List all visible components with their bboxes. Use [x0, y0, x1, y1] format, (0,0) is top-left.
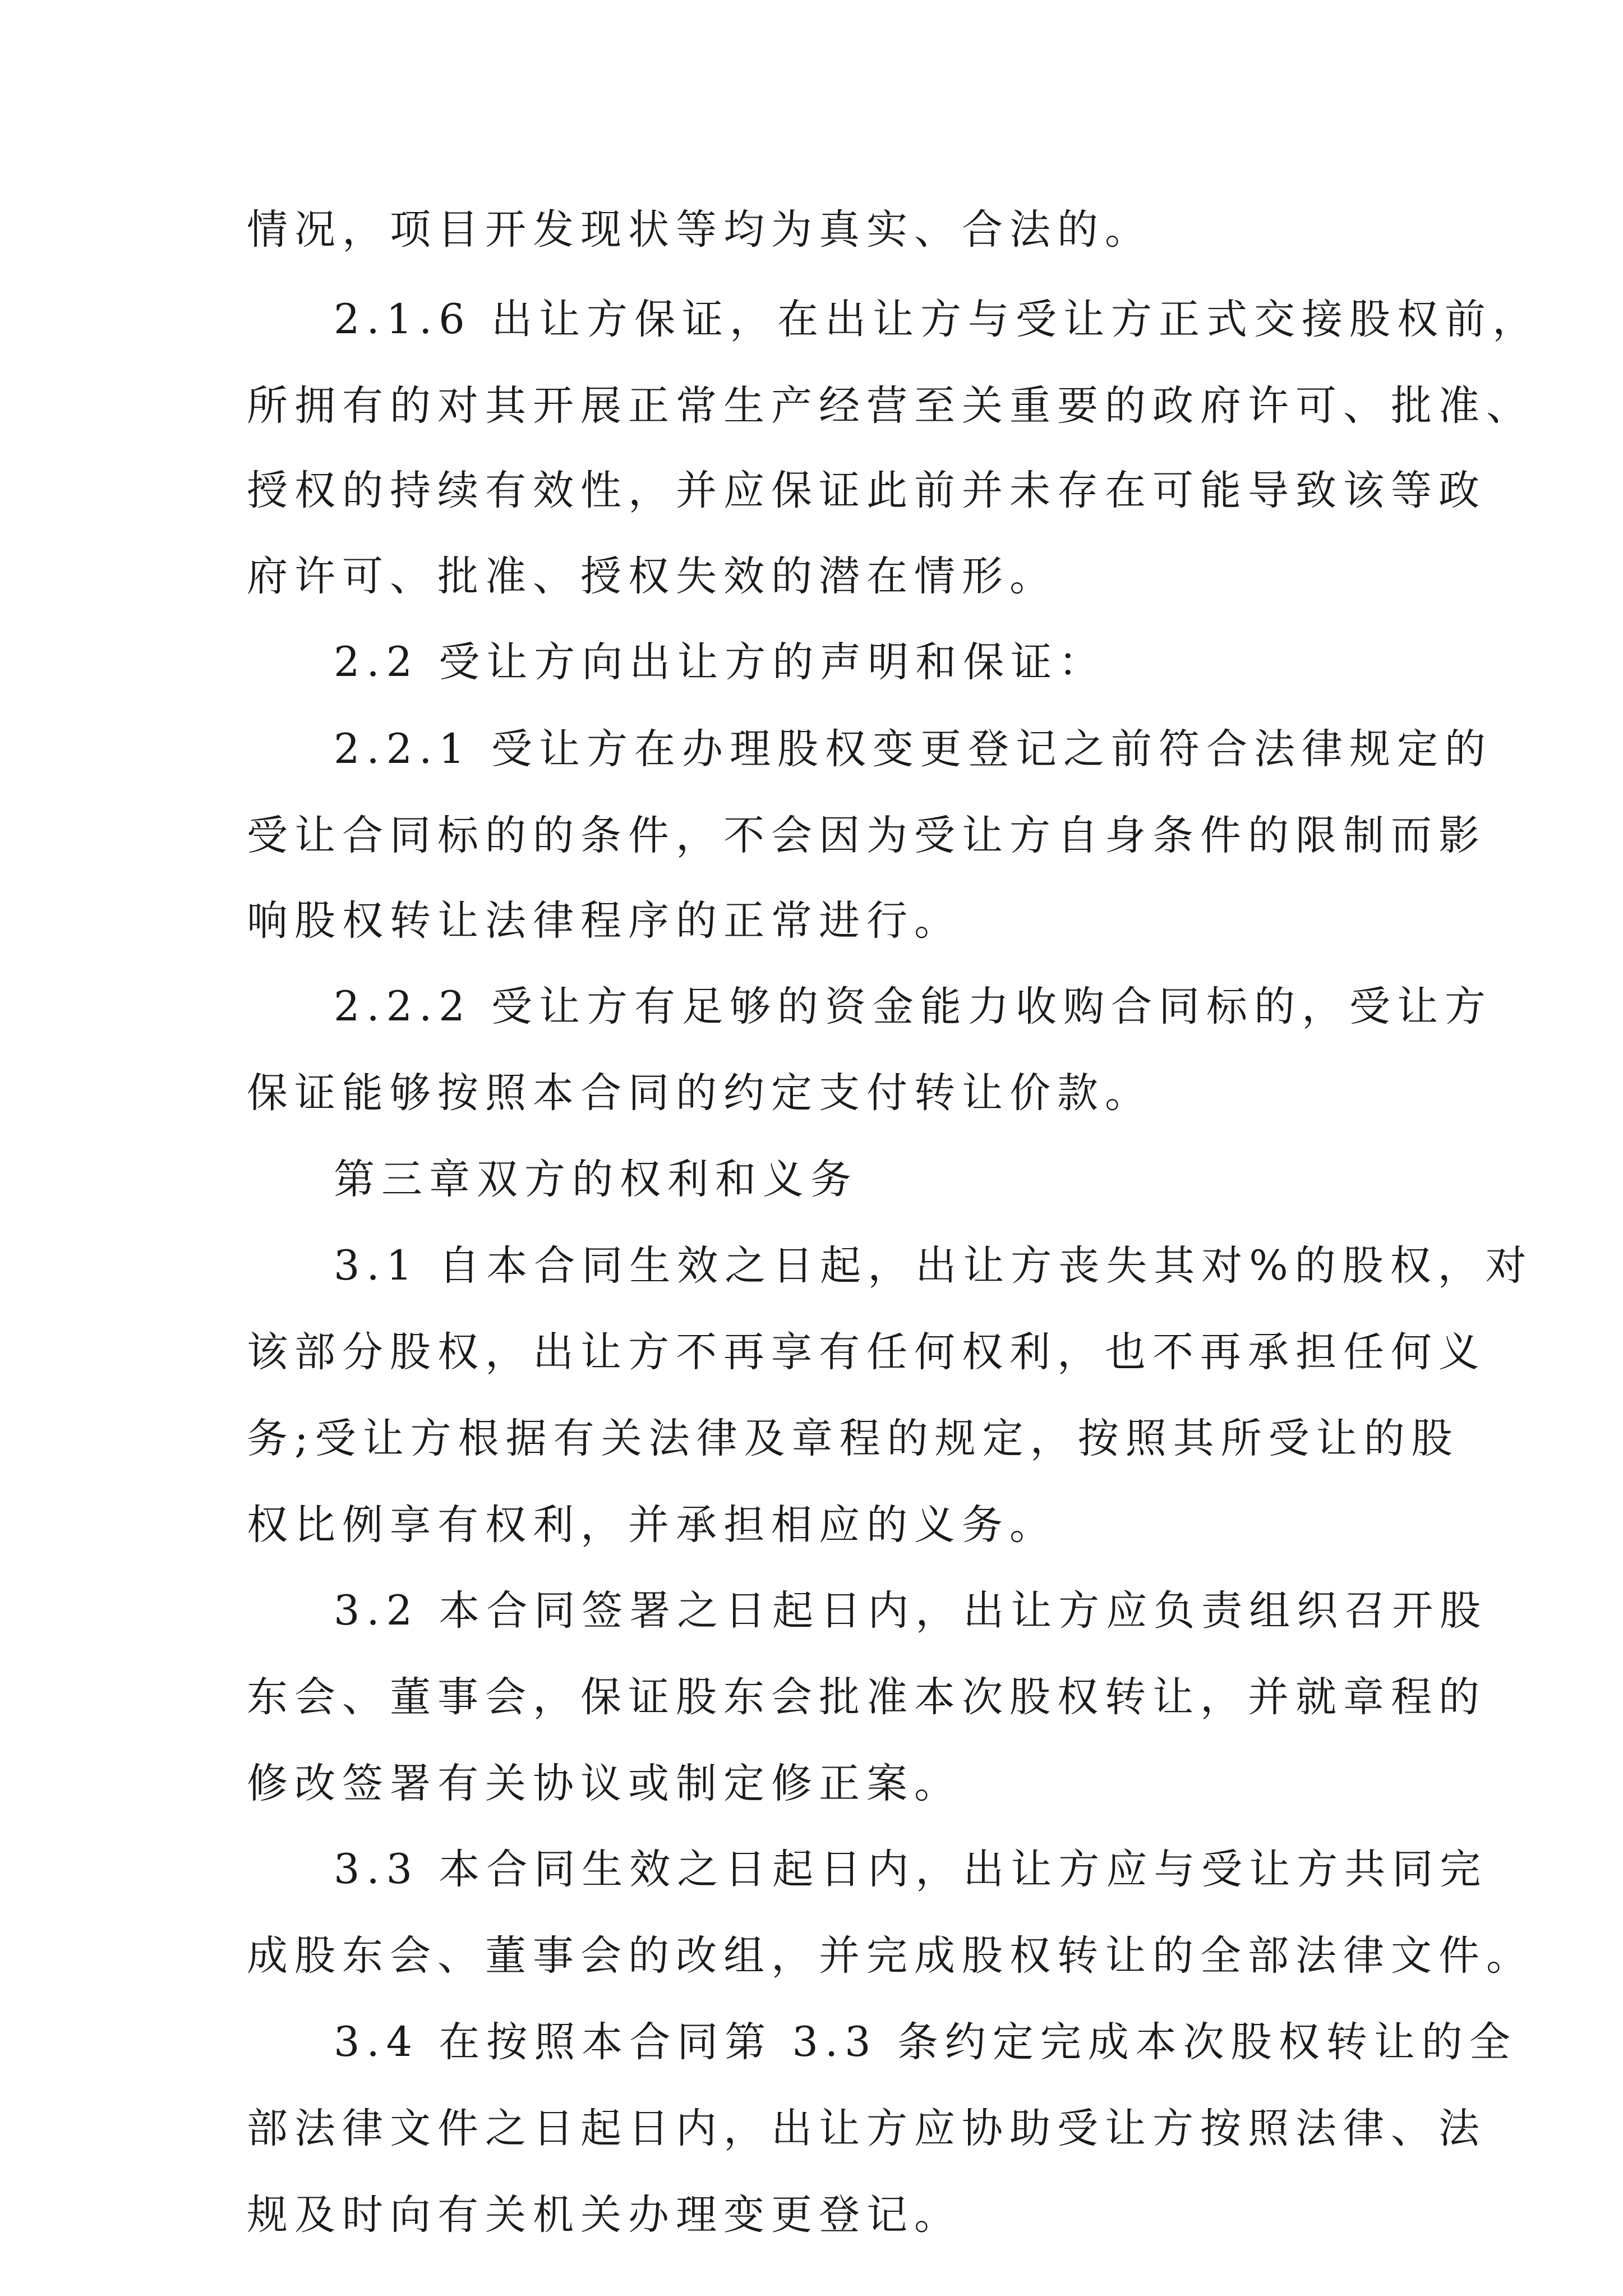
text-line-5: 府许可、批准、授权失效的潜在情形。 — [247, 553, 1057, 600]
text-line-2: 2.1.6 出让方保证，在出让方与受让方正式交接股权前， — [334, 296, 1540, 343]
text-line-9: 响股权转让法律程序的正常进行。 — [247, 897, 962, 945]
text-line-1: 情况，项目开发现状等均为真实、合法的。 — [247, 206, 1152, 254]
text-line-23: 部法律文件之日起日内，出让方应协助受让方按照法律、法 — [247, 2105, 1486, 2152]
text-line-20: 3.3 本合同生效之日起日内，出让方应与受让方共同完 — [334, 1846, 1488, 1893]
text-line-4: 授权的持续有效性，并应保证此前并未存在可能导致该等政 — [247, 467, 1486, 514]
text-line-16: 权比例享有权利，并承担相应的义务。 — [247, 1501, 1057, 1549]
text-line-11: 保证能够按照本合同的约定支付转让价款。 — [247, 1069, 1152, 1117]
text-line-3: 所拥有的对其开展正常生产经营至关重要的政府许可、批准、 — [247, 382, 1534, 430]
text-line-21: 成股东会、董事会的改组，并完成股权转让的全部法律文件。 — [247, 1932, 1534, 1980]
text-line-7: 2.2.1 受让方在办理股权变更登记之前符合法律规定的 — [334, 725, 1492, 773]
text-line-17: 3.2 本合同签署之日起日内，出让方应负责组织召开股 — [334, 1587, 1488, 1635]
text-line-18: 东会、董事会，保证股东会批准本次股权转让，并就章程的 — [247, 1673, 1486, 1721]
section-heading: 第三章双方的权利和义务 — [334, 1156, 858, 1203]
text-line-15: 务;受让方根据有关法律及章程的规定，按照其所受让的股 — [247, 1415, 1459, 1462]
text-line-24: 规及时向有关机关办理变更登记。 — [247, 2191, 962, 2239]
text-line-10: 2.2.2 受让方有足够的资金能力收购合同标的，受让方 — [334, 983, 1492, 1030]
text-line-22: 3.4 在按照本合同第 3.3 条约定完成本次股权转让的全 — [334, 2018, 1517, 2066]
text-line-6: 2.2 受让方向出让方的声明和保证： — [334, 638, 1106, 686]
text-line-19: 修改签署有关协议或制定修正案。 — [247, 1760, 962, 1807]
text-line-13: 3.1 自本合同生效之日起，出让方丧失其对%的股权，对 — [334, 1242, 1533, 1290]
text-line-8: 受让合同标的的条件，不会因为受让方自身条件的限制而影 — [247, 812, 1486, 859]
text-line-14: 该部分股权，出让方不再享有任何权利，也不再承担任何义 — [247, 1328, 1486, 1376]
